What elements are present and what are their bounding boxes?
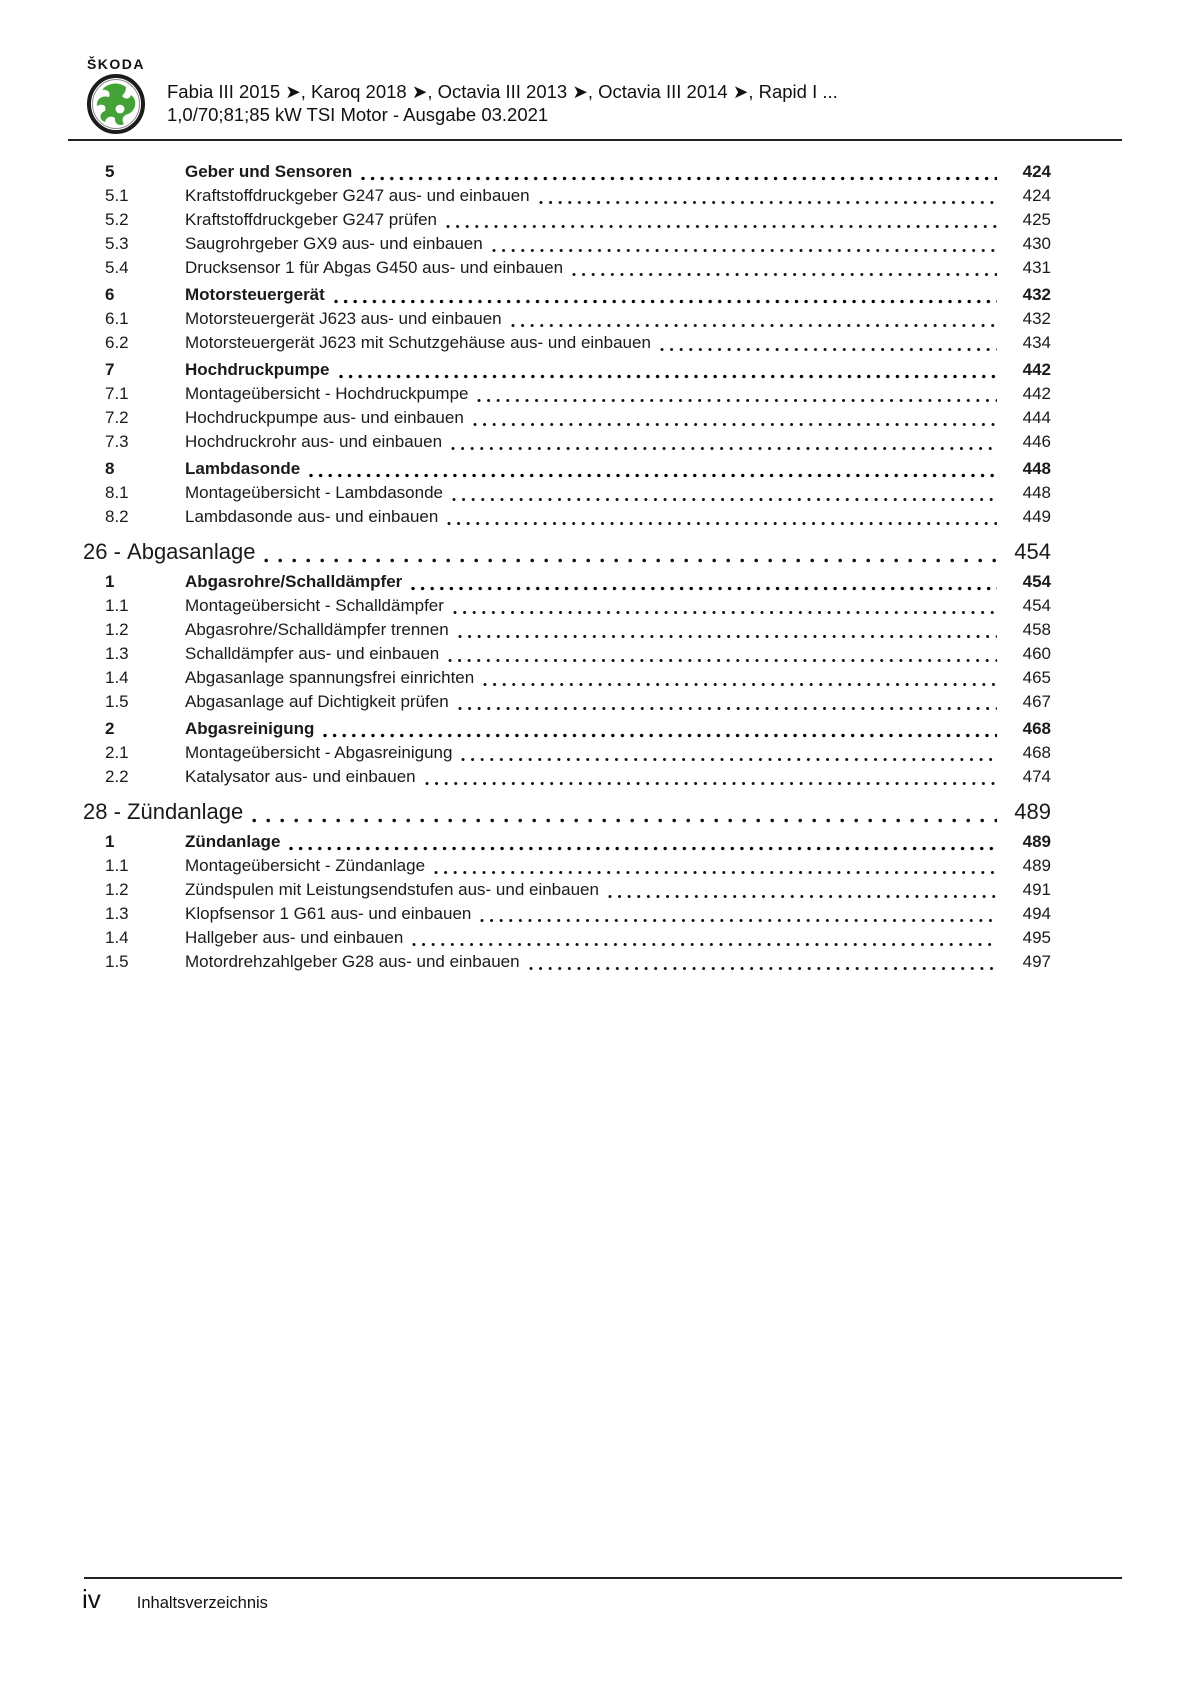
toc-entry [83,878,1051,902]
toc-entry-number: 2.2 [105,767,129,786]
toc-entry [83,594,1051,618]
toc-entry-page: 444 [1022,408,1051,427]
toc-entry [83,160,1051,184]
toc-entry-title: Hochdruckpumpe [185,360,330,379]
dotted-leader [309,473,997,478]
toc-entry-page: 468 [1022,743,1051,762]
toc-entry [83,854,1051,878]
toc-entry-title: Abgasanlage [127,539,256,564]
dotted-leader [453,610,997,615]
toc-entry-number: 1.2 [105,620,129,639]
toc-entry-title: Lambdasonde aus- und einbauen [185,507,439,526]
toc-entry-title: Zündanlage [127,799,244,824]
dotted-leader [412,942,997,947]
toc-entry [83,430,1051,454]
footer-page-number: iv [82,1584,101,1614]
toc-entry-number: 8.1 [105,483,129,502]
dotted-leader [511,323,997,328]
dotted-leader [529,966,997,971]
toc-entry-number: 2 [105,719,115,738]
toc-entry-page: 442 [1022,360,1051,379]
dotted-leader [539,200,997,205]
toc-entry [83,283,1051,307]
dotted-leader [660,347,997,352]
toc-entry [83,926,1051,950]
toc-entry-title: Schalldämpfer aus- und einbauen [185,644,440,663]
toc-entry-page: 446 [1022,432,1051,451]
dotted-leader [447,521,997,526]
toc-entry [83,331,1051,355]
toc-entry-page: 489 [1014,799,1051,824]
toc-entry-title: Montageübersicht - Abgasreinigung [185,743,453,762]
toc-entry-number: 1.2 [105,880,129,899]
toc-entry-page: 432 [1022,285,1051,304]
toc-entry-title: Hochdruckrohr aus- und einbauen [185,432,443,451]
toc-entry-title: Lambdasonde [185,459,301,478]
toc-entry-title: Motorsteuergerät J623 aus- und einbauen [185,309,502,328]
toc-entry-title: Zündanlage [185,832,281,851]
toc-entry [83,481,1051,505]
toc-entry-title: Zündspulen mit Leistungsendstufen aus- und einbauen [185,880,599,899]
toc-entry-page: 434 [1022,333,1051,352]
toc-entry [83,457,1051,481]
toc-entry-page: 424 [1022,186,1051,205]
toc-entry-page: 474 [1022,767,1051,786]
footer-section-label: Inhaltsverzeichnis [136,1594,268,1612]
toc-entry-number: 5.2 [105,210,129,229]
toc-entry-number: 26 - [83,539,128,564]
toc-entry-page: 497 [1022,952,1051,971]
dotted-leader [492,248,997,253]
header-titles [167,80,838,126]
toc-entry-number: 5.3 [105,234,129,253]
toc-entry-page: 442 [1022,384,1051,403]
toc-entry [83,741,1051,765]
toc-entry-title: Drucksensor 1 für Abgas G450 aus- und einbauen [185,258,564,277]
skoda-logo [84,56,148,134]
toc-entry [83,690,1051,714]
toc-entry [83,902,1051,926]
toc-entry [83,358,1051,382]
toc-entry-number: 1.1 [105,596,129,615]
dotted-leader [323,733,997,738]
dotted-leader [461,757,997,762]
toc-entry-title: Kraftstoffdruckgeber G247 aus- und einbauen [185,186,530,205]
toc-entry-number: 6.1 [105,309,129,328]
toc-entry-page: 425 [1022,210,1051,229]
toc-entry-number: 8 [105,459,115,478]
toc-entry-title: Montageübersicht - Hochdruckpumpe [185,384,469,403]
toc-entry-page: 432 [1022,309,1051,328]
toc-entry-page: 489 [1022,832,1051,851]
toc-entry [83,406,1051,430]
toc-entry-title: Montageübersicht - Schalldämpfer [185,596,444,615]
toc-entry-number: 1.4 [105,928,129,947]
table-of-contents [83,157,1051,974]
dotted-leader [480,918,997,923]
dotted-leader [334,299,997,304]
toc-entry-title: Motordrehzahlgeber G28 aus- und einbauen [185,952,520,971]
toc-entry-title: Motorsteuergerät J623 mit Schutzgehäuse aus- und einbauen [185,333,651,352]
toc-entry-number: 1.4 [105,668,129,687]
dotted-leader [448,658,997,663]
dotted-leader [572,272,997,277]
dotted-leader [339,374,997,379]
toc-entry-title: Abgasreinigung [185,719,315,738]
toc-entry-number: 6 [105,285,115,304]
header-engine-edition: 1,0/70;81;85 kW TSI Motor - Ausgabe 03.2021 [167,104,549,125]
toc-entry-page: 424 [1022,162,1051,181]
dotted-leader [452,497,997,502]
toc-entry-page: 449 [1022,507,1051,526]
toc-entry [83,256,1051,280]
toc-entry-title: Abgasrohre/Schalldämpfer trennen [185,620,449,639]
toc-entry-page: 468 [1022,719,1051,738]
dotted-leader [264,558,997,563]
dotted-leader [446,224,997,229]
toc-entry [83,765,1051,789]
toc-entry-title: Montageübersicht - Lambdasonde [185,483,443,502]
toc-entry [83,505,1051,529]
toc-entry-title: Hochdruckpumpe aus- und einbauen [185,408,464,427]
toc-entry-page: 495 [1022,928,1051,947]
dotted-leader [458,706,997,711]
footer [82,1584,268,1615]
toc-entry-title: Montageübersicht - Zündanlage [185,856,426,875]
header-divider [68,139,1122,141]
toc-entry-page: 448 [1022,483,1051,502]
toc-entry-title: Klopfsensor 1 G61 aus- und einbauen [185,904,472,923]
dotted-leader [411,586,997,591]
dotted-leader [458,634,997,639]
dotted-leader [289,846,997,851]
toc-entry-number: 1.3 [105,644,129,663]
toc-entry-page: 431 [1022,258,1051,277]
toc-entry-number: 1.5 [105,952,129,971]
toc-entry-page: 454 [1022,572,1051,591]
toc-entry [83,797,1051,827]
dotted-leader [451,446,997,451]
dotted-leader [473,422,997,427]
header-model-list: Fabia III 2015 ➤, Karoq 2018 ➤, Octavia III 2013 ➤, Octavia III 2014 ➤, Rapid I ... [167,81,838,102]
toc-entry [83,950,1051,974]
toc-entry [83,232,1051,256]
toc-entry-page: 430 [1022,234,1051,253]
toc-entry-page: 458 [1022,620,1051,639]
toc-entry-number: 1 [105,832,115,851]
dotted-leader [425,781,997,786]
toc-entry [83,666,1051,690]
skoda-badge-icon [87,74,145,134]
toc-entry-page: 467 [1022,692,1051,711]
toc-entry-number: 7.3 [105,432,129,451]
dotted-leader [252,818,997,823]
toc-entry-page: 489 [1022,856,1051,875]
dotted-leader [361,176,997,181]
toc-entry-number: 5.1 [105,186,129,205]
toc-entry [83,717,1051,741]
toc-entry-title: Hallgeber aus- und einbauen [185,928,404,947]
toc-entry-number: 5.4 [105,258,129,277]
dotted-leader [483,682,997,687]
footer-divider [84,1577,1122,1579]
toc-entry [83,830,1051,854]
toc-entry [83,570,1051,594]
dotted-leader [434,870,997,875]
toc-entry-number: 7.1 [105,384,129,403]
toc-entry-number: 8.2 [105,507,129,526]
toc-entry [83,642,1051,666]
toc-entry-number: 1 [105,572,115,591]
toc-entry-number: 28 - [83,799,128,824]
toc-entry-title: Saugrohrgeber GX9 aus- und einbauen [185,234,483,253]
toc-entry-page: 448 [1022,459,1051,478]
toc-entry-title: Katalysator aus- und einbauen [185,767,416,786]
toc-entry-title: Abgasanlage spannungsfrei einrichten [185,668,475,687]
toc-entry-page: 460 [1022,644,1051,663]
toc-entry [83,208,1051,232]
toc-entry-page: 454 [1022,596,1051,615]
toc-entry-title: Abgasanlage auf Dichtigkeit prüfen [185,692,449,711]
toc-entry-page: 491 [1022,880,1051,899]
toc-entry-title: Kraftstoffdruckgeber G247 prüfen [185,210,438,229]
toc-entry-page: 494 [1022,904,1051,923]
toc-entry-number: 7 [105,360,115,379]
toc-entry-number: 5 [105,162,115,181]
toc-entry-page: 465 [1022,668,1051,687]
toc-entry-number: 1.3 [105,904,129,923]
toc-entry [83,184,1051,208]
dotted-leader [608,894,997,899]
toc-entry-title: Abgasrohre/Schalldämpfer [185,572,403,591]
toc-entry-number: 6.2 [105,333,129,352]
toc-entry-title: Geber und Sensoren [185,162,353,181]
toc-entry-page: 454 [1014,539,1051,564]
toc-entry-number: 1.5 [105,692,129,711]
toc-entry [83,382,1051,406]
toc-entry-title: Motorsteuergerät [185,285,325,304]
toc-entry [83,537,1051,567]
toc-entry [83,618,1051,642]
toc-entry [83,307,1051,331]
skoda-wordmark: ŠKODA [86,56,146,72]
toc-entry-number: 1.1 [105,856,129,875]
toc-entry-number: 2.1 [105,743,129,762]
toc-entry-number: 7.2 [105,408,129,427]
dotted-leader [477,398,997,403]
